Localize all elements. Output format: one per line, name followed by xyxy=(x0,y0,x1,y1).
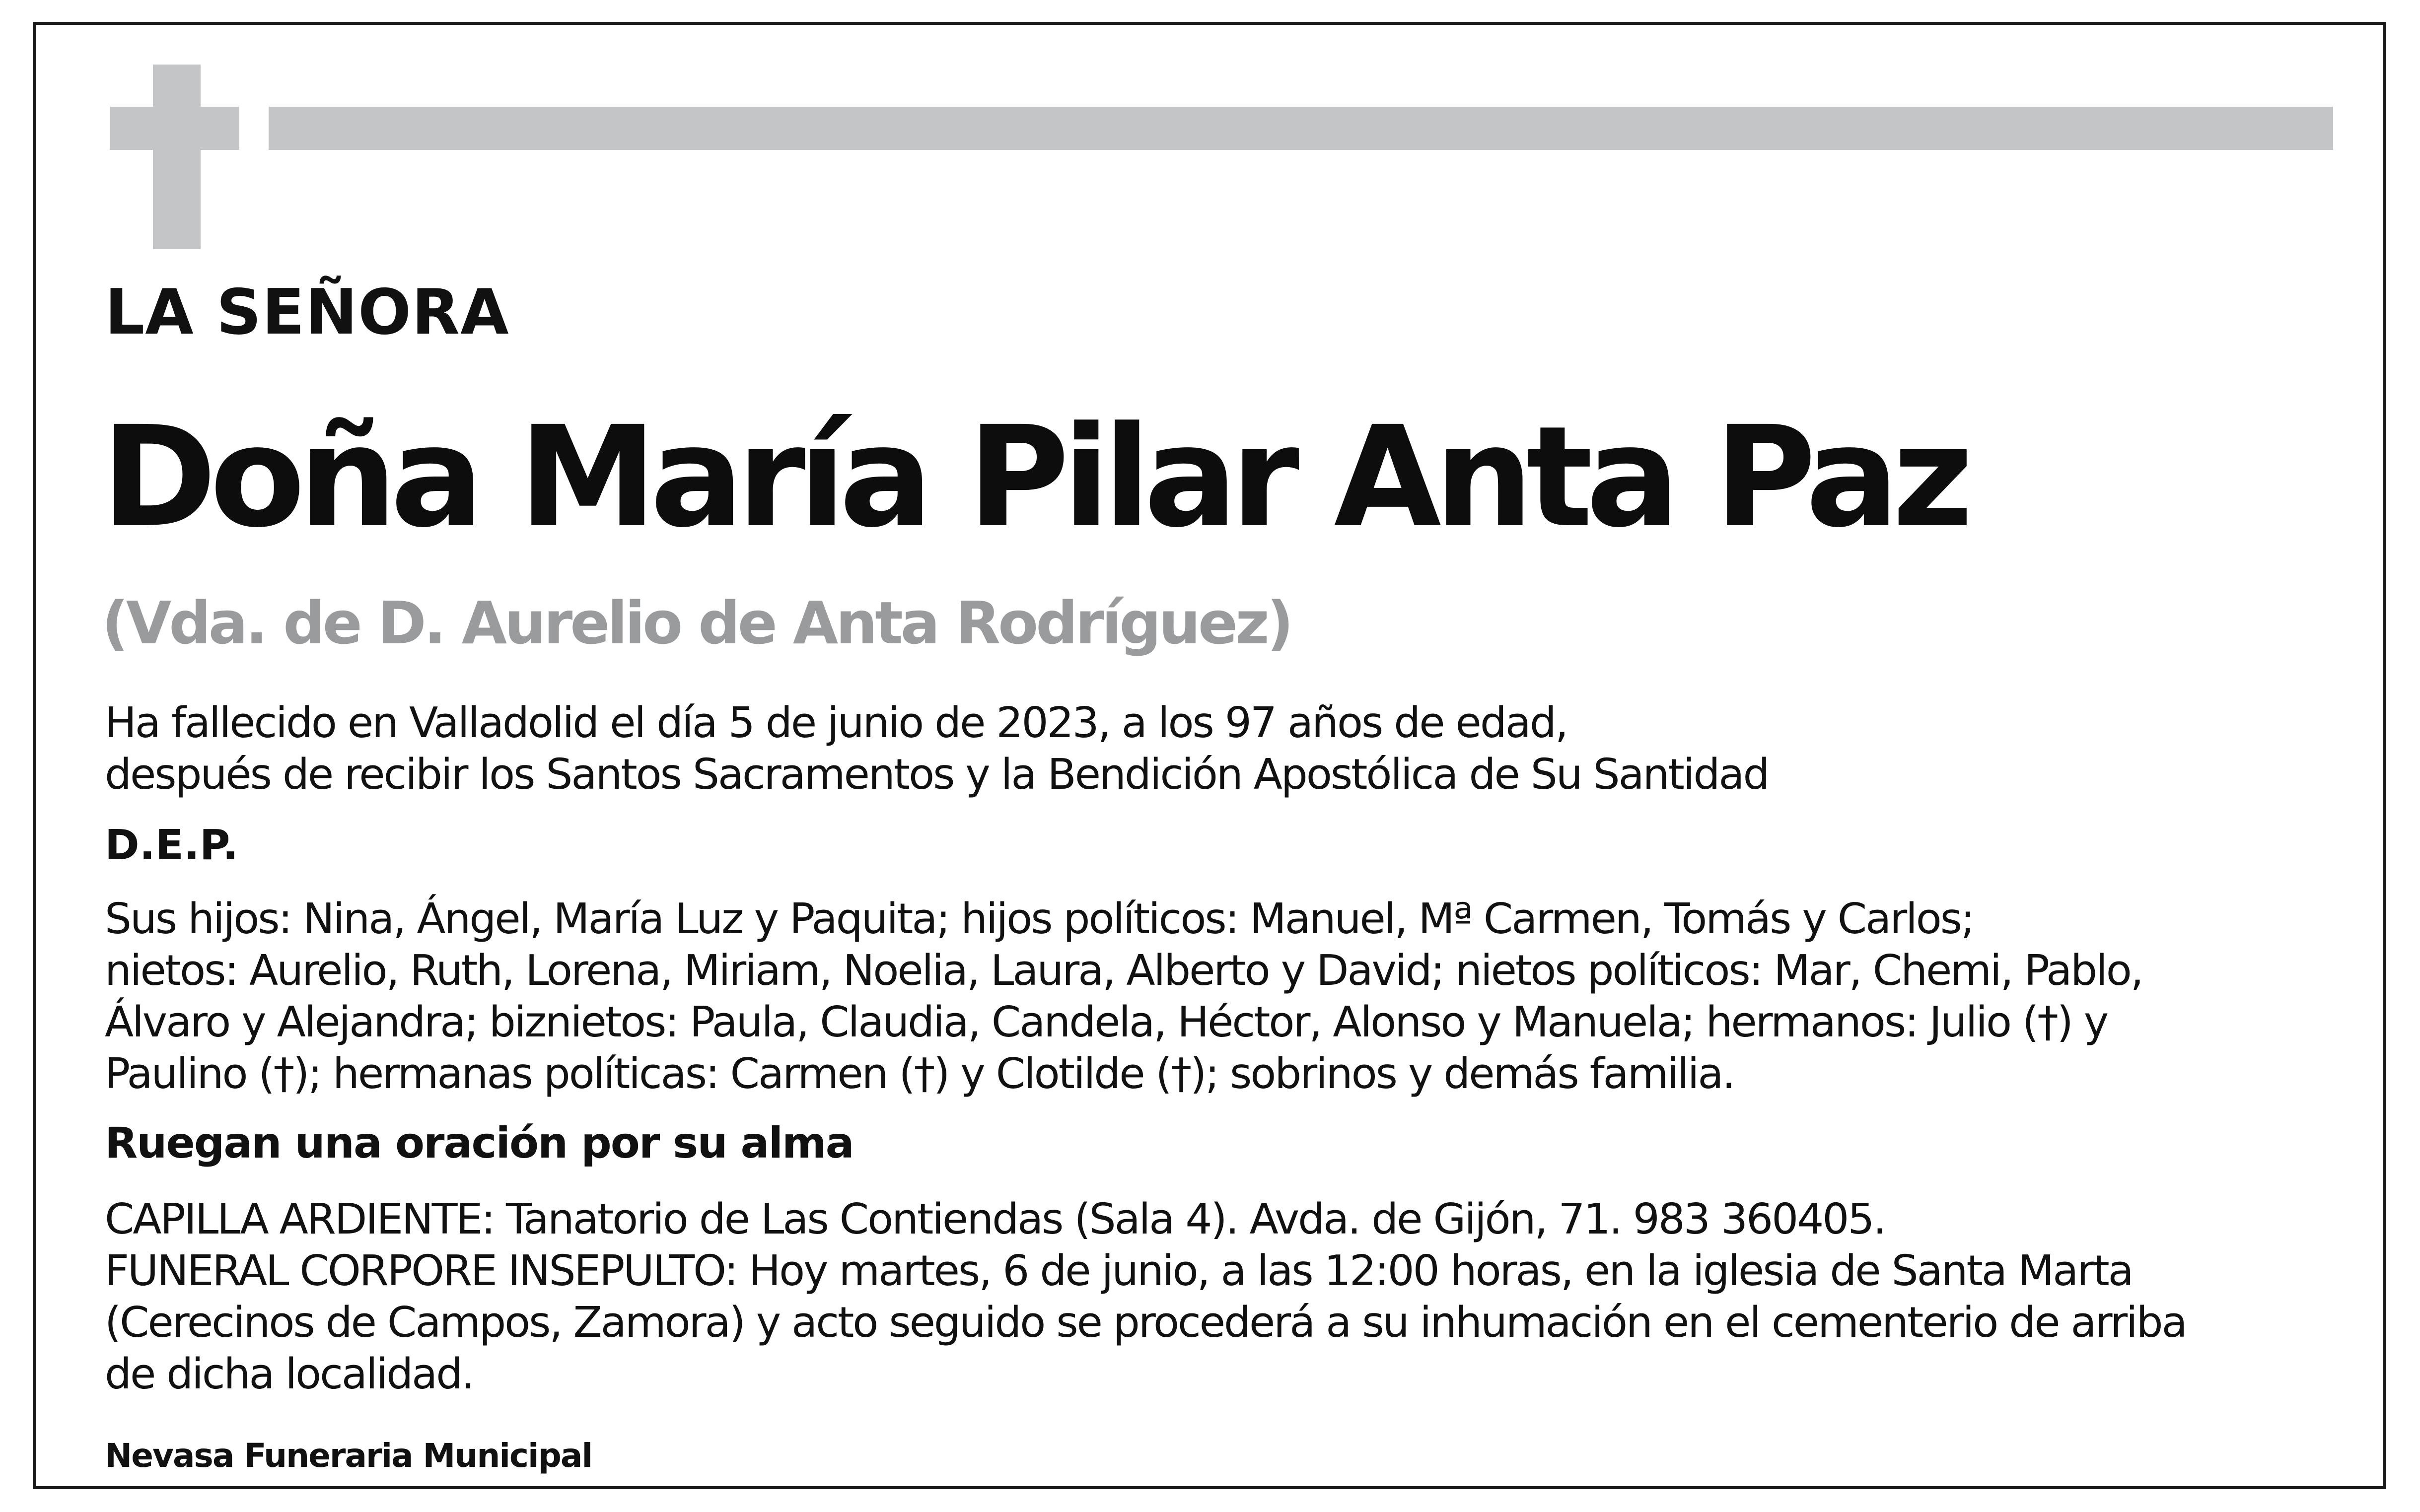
family-line: nietos: Aurelio, Ruth, Lorena, Miriam, Noelia, Laura, Alberto y David; nietos políticos: Mar, Chemi, Pablo, xyxy=(105,946,2142,995)
ceremony-details xyxy=(105,1194,2186,1400)
header-rule xyxy=(269,107,2333,150)
ceremony-line: de dicha localidad. xyxy=(105,1350,474,1399)
family-line: Sus hijos: Nina, Ángel, María Luz y Paquita; hijos políticos: Manuel, Mª Carmen, Tomás y Carlos; xyxy=(105,894,1974,944)
widow-of-line: (Vda. de D. Aurelio de Anta Rodríguez) xyxy=(102,589,1291,657)
death-line: después de recibir los Santos Sacramentos y la Bendición Apostólica de Su Santidad xyxy=(105,750,1769,799)
ceremony-line: CAPILLA ARDIENTE: Tanatorio de Las Contiendas (Sala 4). Avda. de Gijón, 71. 983 360405. xyxy=(105,1195,1885,1244)
deceased-name: Doña María Pilar Anta Paz xyxy=(101,397,1967,558)
family-list xyxy=(105,893,2142,1100)
notice-kicker: LA SEÑORA xyxy=(105,275,509,348)
death-line: Ha fallecido en Valladolid el día 5 de junio de 2023, a los 97 años de edad, xyxy=(105,698,1567,748)
ceremony-line: (Cerecinos de Campos, Zamora) y acto seguido se procederá a su inhumación en el cementerio de arriba xyxy=(105,1298,2186,1347)
cross-icon-vertical-bar xyxy=(153,65,201,249)
rip-label: D.E.P. xyxy=(105,821,238,869)
prayer-request: Ruegan una oración por su alma xyxy=(105,1118,854,1168)
funeral-home-name: Nevasa Funeraria Municipal xyxy=(105,1437,592,1475)
cross-icon-horizontal-bar xyxy=(110,107,239,150)
family-line: Paulino (†); hermanas políticas: Carmen (†) y Clotilde (†); sobrinos y demás familia. xyxy=(105,1049,1734,1099)
death-announcement xyxy=(105,697,1768,801)
ceremony-line: FUNERAL CORPORE INSEPULTO: Hoy martes, 6 de junio, a las 12:00 horas, en la iglesia de Santa Marta xyxy=(105,1246,2133,1296)
family-line: Álvaro y Alejandra; biznietos: Paula, Claudia, Candela, Héctor, Alonso y Manuela; hermanos: Julio (†) y xyxy=(105,998,2108,1047)
